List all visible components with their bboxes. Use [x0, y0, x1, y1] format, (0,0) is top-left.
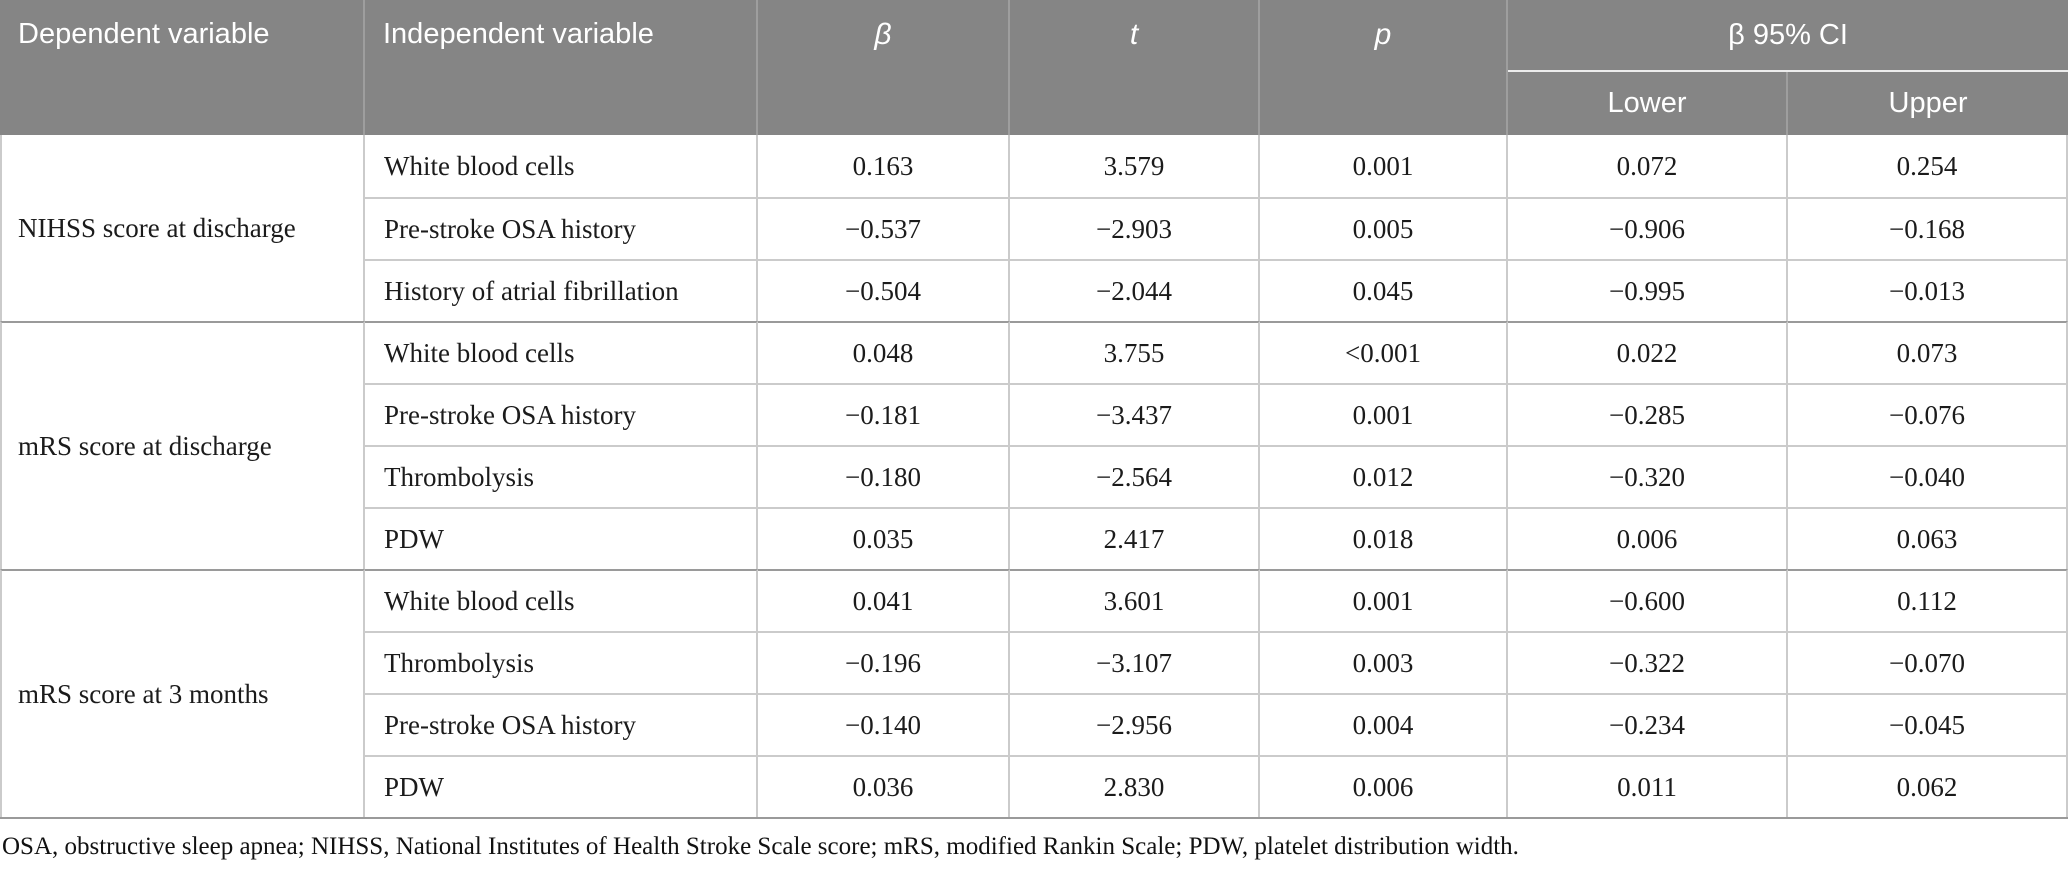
header-row-main [0, 0, 2068, 72]
independent-variable-cell: White blood cells [365, 569, 758, 631]
col-header-dependent-variable: Dependent variable [0, 0, 365, 135]
ci-upper-cell: 0.073 [1788, 321, 2068, 383]
p-cell: 0.005 [1260, 197, 1508, 259]
independent-variable-cell: White blood cells [365, 321, 758, 383]
ci-upper-cell: −0.076 [1788, 383, 2068, 445]
beta-cell: −0.504 [758, 259, 1010, 321]
beta-cell: 0.163 [758, 135, 1010, 197]
beta-cell: −0.196 [758, 631, 1010, 693]
dependent-variable-cell: NIHSS score at discharge [0, 135, 365, 321]
independent-variable-cell: Thrombolysis [365, 631, 758, 693]
ci-lower-cell: 0.006 [1508, 507, 1788, 569]
p-cell: 0.012 [1260, 445, 1508, 507]
col-header-ci-lower: Lower [1508, 72, 1788, 135]
col-header-ci-upper: Upper [1788, 72, 2068, 135]
t-cell: 2.830 [1010, 755, 1260, 817]
ci-lower-cell: −0.995 [1508, 259, 1788, 321]
t-cell: 3.601 [1010, 569, 1260, 631]
ci-lower-cell: 0.022 [1508, 321, 1788, 383]
p-cell: 0.003 [1260, 631, 1508, 693]
ci-upper-cell: 0.062 [1788, 755, 2068, 817]
independent-variable-cell: History of atrial fibrillation [365, 259, 758, 321]
col-header-p: p [1260, 0, 1508, 135]
beta-cell: −0.537 [758, 197, 1010, 259]
dependent-variable-cell: mRS score at 3 months [0, 569, 365, 817]
t-cell: −3.107 [1010, 631, 1260, 693]
independent-variable-cell: Pre-stroke OSA history [365, 383, 758, 445]
p-cell: 0.001 [1260, 135, 1508, 197]
p-cell: 0.018 [1260, 507, 1508, 569]
p-cell: 0.045 [1260, 259, 1508, 321]
t-cell: 3.579 [1010, 135, 1260, 197]
p-cell: 0.001 [1260, 569, 1508, 631]
beta-cell: −0.180 [758, 445, 1010, 507]
p-cell: <0.001 [1260, 321, 1508, 383]
col-header-independent-variable: Independent variable [365, 0, 758, 135]
p-cell: 0.001 [1260, 383, 1508, 445]
ci-upper-cell: −0.168 [1788, 197, 2068, 259]
ci-lower-cell: 0.072 [1508, 135, 1788, 197]
ci-upper-cell: −0.045 [1788, 693, 2068, 755]
ci-lower-cell: −0.322 [1508, 631, 1788, 693]
ci-lower-cell: −0.320 [1508, 445, 1788, 507]
col-header-beta-ci: β 95% CI [1508, 0, 2068, 72]
table-row [0, 321, 2068, 383]
table-row [0, 135, 2068, 197]
independent-variable-cell: Pre-stroke OSA history [365, 197, 758, 259]
beta-cell: 0.036 [758, 755, 1010, 817]
beta-cell: 0.048 [758, 321, 1010, 383]
col-header-beta: β [758, 0, 1010, 135]
ci-upper-cell: −0.070 [1788, 631, 2068, 693]
ci-upper-cell: −0.040 [1788, 445, 2068, 507]
col-header-t: t [1010, 0, 1260, 135]
ci-upper-cell: 0.254 [1788, 135, 2068, 197]
p-cell: 0.004 [1260, 693, 1508, 755]
ci-lower-cell: 0.011 [1508, 755, 1788, 817]
independent-variable-cell: PDW [365, 507, 758, 569]
table-footnote: OSA, obstructive sleep apnea; NIHSS, National Institutes of Health Stroke Scale score; mRS, modified Rankin Scale; PDW, platelet distribution width. [2, 833, 1519, 860]
t-cell: −2.044 [1010, 259, 1260, 321]
t-cell: 3.755 [1010, 321, 1260, 383]
t-cell: −3.437 [1010, 383, 1260, 445]
ci-lower-cell: −0.600 [1508, 569, 1788, 631]
independent-variable-cell: Pre-stroke OSA history [365, 693, 758, 755]
ci-upper-cell: 0.112 [1788, 569, 2068, 631]
t-cell: −2.903 [1010, 197, 1260, 259]
independent-variable-cell: PDW [365, 755, 758, 817]
table-body [0, 135, 2068, 817]
table-header [0, 0, 2068, 135]
p-cell: 0.006 [1260, 755, 1508, 817]
dependent-variable-cell: mRS score at discharge [0, 321, 365, 569]
t-cell: −2.956 [1010, 693, 1260, 755]
table-row [0, 569, 2068, 631]
independent-variable-cell: White blood cells [365, 135, 758, 197]
t-cell: −2.564 [1010, 445, 1260, 507]
ci-upper-cell: −0.013 [1788, 259, 2068, 321]
beta-cell: −0.140 [758, 693, 1010, 755]
independent-variable-cell: Thrombolysis [365, 445, 758, 507]
t-cell: 2.417 [1010, 507, 1260, 569]
ci-upper-cell: 0.063 [1788, 507, 2068, 569]
beta-cell: 0.041 [758, 569, 1010, 631]
beta-cell: −0.181 [758, 383, 1010, 445]
ci-lower-cell: −0.285 [1508, 383, 1788, 445]
beta-cell: 0.035 [758, 507, 1010, 569]
ci-lower-cell: −0.234 [1508, 693, 1788, 755]
ci-lower-cell: −0.906 [1508, 197, 1788, 259]
